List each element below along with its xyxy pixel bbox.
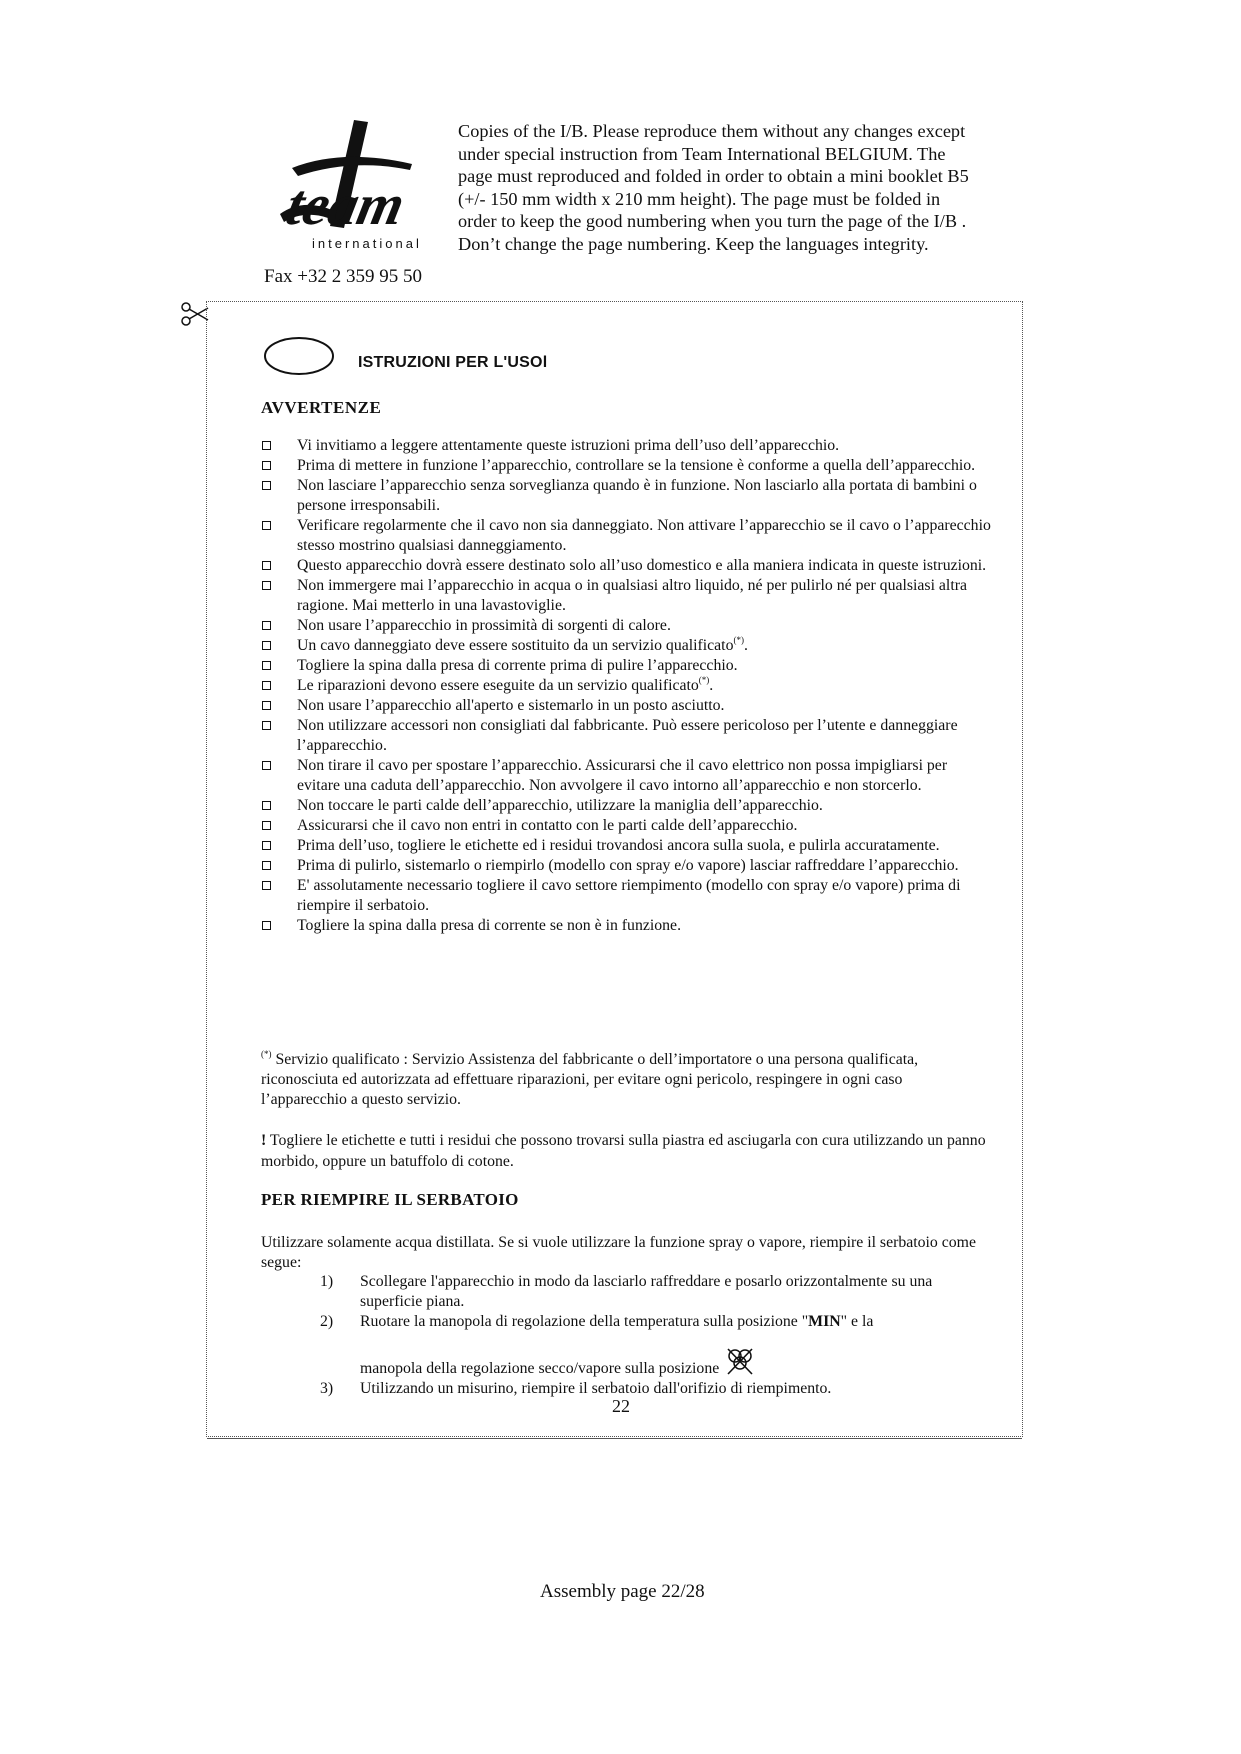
list-item [320,1312,980,1379]
checkbox-bullet-icon [262,841,271,850]
checkbox-bullet-icon [262,761,271,770]
list-item [261,756,991,796]
warning-text: E' assolutamente necessario togliere il cavo settore riempimento (modello con spray e/o vapore) prima di riempire il serbatoio. [297,877,961,914]
team-international-logo [272,118,440,258]
fill-tank-heading: PER RIEMPIRE IL SERBATOIO [261,1190,519,1209]
warning-end: . [709,677,714,694]
min-setting: MIN [808,1313,841,1330]
steam-off-icon [725,1346,755,1376]
list-item [261,616,991,636]
warning-text: Assicurarsi che il cavo non entri in contatto con le parti calde dell’apparecchio. [297,817,798,834]
list-item [261,916,991,936]
logo-sub: international [312,236,422,251]
checkbox-bullet-icon [262,581,271,590]
list-item [261,836,991,856]
checkbox-bullet-icon [262,521,271,530]
fax-number: Fax +32 2 359 95 50 [264,266,422,287]
checkbox-bullet-icon [262,661,271,670]
checkbox-bullet-icon [262,861,271,870]
list-item [261,516,991,556]
footnote-marker: (*) [733,635,744,645]
list-item [261,636,991,656]
step-text: Utilizzando un misurino, riempire il serbatoio dall'orifizio di riempimento. [360,1380,832,1397]
step-text-end: " e la [840,1313,874,1330]
list-item [261,856,991,876]
list-item [261,656,991,676]
warning-text: Non lasciare l’apparecchio senza sorveglianza quando è in funzione. Non lasciarlo alla portata di bambini o persone irresponsabili. [297,477,977,514]
booklet-page-number: 22 [612,1396,630,1416]
warning-text: Le riparazioni devono essere eseguite da un servizio qualificato [297,677,699,694]
checkbox-bullet-icon [262,701,271,710]
checkbox-bullet-icon [262,641,271,650]
caution-text: Togliere le etichette e tutti i residui che possono trovarsi sulla piastra ed asciugarla con cura utilizzando un panno morbido, oppure un batuffolo di cotone. [261,1132,986,1170]
warning-text: Prima di pulirlo, sistemarlo o riempirlo (modello con spray e/o vapore) lasciar raffreddare l’apparecchio. [297,857,959,874]
caution-mark: ! [261,1132,267,1149]
footnote-text: Servizio qualificato : Servizio Assistenza del fabbricante o dell’importatore o una persona qualificata, riconosciuta ed autorizzata ad effettuare riparazioni, per evitare ogni pericolo, respingere in ogni caso l’apparecchio a questo servizio. [261,1051,919,1108]
step-second-line [360,1346,980,1379]
checkbox-bullet-icon [262,721,271,730]
warning-text: Verificare regolarmente che il cavo non sia danneggiato. Non attivare l’apparecchio se il cavo o l’apparecchio stesso mostrino qualsiasi danneggiamento. [297,517,991,554]
warning-text: Prima di mettere in funzione l’apparecchio, controllare se la tensione è conforme a quella dell’apparecchio. [297,457,976,474]
reproduction-notice: Copies of the I/B. Please reproduce them without any changes except under special instruction from Team International BELGIUM. The page must reproduced and folded in order to obtain a mini booklet B5 (+/- 150 mm width x 210 mm height). The page must be folded in order to keep the good numbering when you turn the page of the I/B . Don’t change the page numbering. Keep the languages integrity. [458,121,969,254]
cut-line [207,1438,1022,1439]
list-item [261,476,991,516]
caution-note [261,1130,991,1172]
warning-text: Prima dell’uso, togliere le etichette ed i residui trovandosi ancora sulla suola, e pulirla accuratamente. [297,837,940,854]
logo-word: team [280,172,411,237]
warning-text: Non usare l’apparecchio in prossimità di sorgenti di calore. [297,617,671,634]
warning-text: Non tirare il cavo per spostare l’apparecchio. Assicurarsi che il cavo elettrico non possa impigliarsi per evitare una caduta dell’apparecchio. Non avvolgere il cavo intorno all’apparecchio e non storcerlo. [297,757,948,794]
checkbox-bullet-icon [262,561,271,570]
list-item [261,556,991,576]
list-item [261,876,991,916]
checkbox-bullet-icon [262,921,271,930]
list-item [261,816,991,836]
checkbox-bullet-icon [262,461,271,470]
fill-tank-intro: Utilizzare solamente acqua distillata. Se si vuole utilizzare la funzione spray o vapore, riempire il serbatoio come segue: [261,1234,976,1271]
list-item [261,576,991,616]
warning-text: Non utilizzare accessori non consigliati dal fabbricante. Può essere pericoloso per l’utente e danneggiare l’apparecchio. [297,717,958,754]
step-text: Ruotare la manopola di regolazione della temperatura sulla posizione " [360,1313,809,1330]
list-item [261,696,991,716]
warnings-list [261,436,991,936]
assembly-page-label: Assembly page 22/28 [540,1581,705,1602]
step-text: manopola della regolazione secco/vapore sulla posizione [360,1360,720,1377]
checkbox-bullet-icon [262,801,271,810]
warning-text: Non toccare le parti calde dell’apparecchio, utilizzare la maniglia dell’apparecchio. [297,797,823,814]
list-item [261,456,991,476]
warning-text: Non usare l’apparecchio all'aperto e sistemarlo in un posto asciutto. [297,697,725,714]
footnote [261,1050,991,1110]
list-item [261,716,991,756]
footnote-marker: (*) [261,1049,272,1059]
checkbox-bullet-icon [262,681,271,690]
warning-text: Togliere la spina dalla presa di corrente prima di pulire l’apparecchio. [297,657,738,674]
step-number: 2) [320,1313,334,1330]
list-item [261,796,991,816]
step-number: 3) [320,1380,334,1397]
warning-text: Togliere la spina dalla presa di corrente se non è in funzione. [297,917,682,934]
warning-text: Non immergere mai l’apparecchio in acqua o in qualsiasi altro liquido, né per pulirlo né per qualsiasi altra ragione. Mai metterlo in una lavastoviglie. [297,577,967,614]
warnings-heading: AVVERTENZE [261,398,382,417]
list-item [261,676,991,696]
footnote-marker: (*) [698,675,710,685]
warning-end: . [743,637,748,654]
checkbox-bullet-icon [262,441,271,450]
step-text: Scollegare l'apparecchio in modo da lasciarlo raffreddare e posarlo orizzontalmente su una superficie piana. [360,1273,933,1310]
step-number: 1) [320,1273,334,1290]
checkbox-bullet-icon [262,481,271,490]
checkbox-bullet-icon [262,821,271,830]
checkbox-bullet-icon [262,621,271,630]
warning-text: Un cavo danneggiato deve essere sostituito da un servizio qualificato [297,637,734,654]
warning-text: Vi invitiamo a leggere attentamente queste istruzioni prima dell’uso dell’apparecchio. [297,437,840,454]
list-item [320,1379,980,1399]
section-title: ISTRUZIONI PER L'USOl [358,354,548,371]
checkbox-bullet-icon [262,881,271,890]
language-oval-icon [263,336,335,376]
fill-steps-list [320,1272,980,1399]
warning-text: Questo apparecchio dovrà essere destinato solo all’uso domestico e alla maniera indicata in queste istruzioni. [297,557,987,574]
list-item [320,1272,980,1312]
list-item [261,436,991,456]
